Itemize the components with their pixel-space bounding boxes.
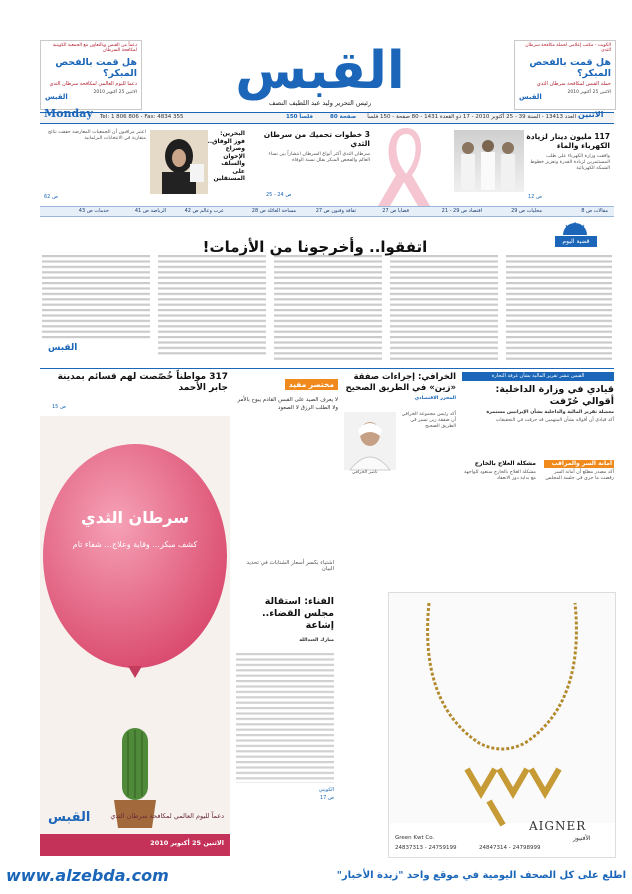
pink-ribbon-icon (366, 120, 446, 210)
index-item[interactable]: عرب وعالم ص 42 (184, 208, 224, 214)
editorial-label: قضية اليوم (555, 236, 597, 247)
ad-logo: القبس (48, 810, 91, 825)
divider (40, 368, 614, 369)
day-arabic: الاثنين (578, 110, 604, 119)
editorial-signature: القبس (48, 343, 78, 353)
editorial-text-columns (40, 255, 614, 365)
sidebar-column: اشتياء بكسر أسعار الشنابات في تحديد البيان الفناء: استقالة مجلس القضاء.. إشاعة مبارك العبدالله الكويتي ص 17 (236, 560, 334, 856)
ad-footer-line: دعماً لليوم العالمي لمكافحة سرطان الثدي (110, 812, 224, 820)
right-sub-stories (462, 460, 614, 580)
editorial-body (40, 255, 614, 365)
index-item[interactable]: مساحة العائلة ص 28 (251, 208, 296, 214)
price: 150 فلساً (286, 114, 313, 120)
index-item[interactable]: ثقافة وفنون ص 27 (315, 208, 356, 214)
top-story-electricity[interactable]: 117 مليون دينار لزيادة الكهرباء والماء وافقت وزارة الكهرباء على طلب المستثمرين لزيادة القدرة وتعزيز خطوط الشبكة الكهربائية ص 12 (452, 130, 612, 204)
editorial-headline[interactable]: اتفقوا.. وأخرجونا من الأزمات! (202, 238, 428, 256)
photo-bahrain-voter (150, 130, 208, 194)
ad-title: سرطان الثدي (81, 508, 189, 527)
page-count: 80 صفحة (330, 114, 357, 120)
publisher-line: رئيس التحرير وليد عبد اللطيف النصف (268, 99, 372, 107)
day-english: Monday (44, 107, 93, 120)
story-zain[interactable]: الخرافي: إجراءات صفقة «زين» في الطريق الصحيح المحرر الاقتصادي أكد رئيس مجموعة الخرافي أن صفقة زين تسير في الطريق الصحيح ناصر الخرافي (345, 372, 456, 475)
top-story-cancer[interactable]: 3 خطوات تحميك من سرطان الثدي سرطان الثدي أكثر أنواع السرطان انتشاراً بين نساء العالم والفحص المبكر يقلل نسبة الوفاة ص 24 - 25 (263, 130, 370, 198)
necklace-illustration (389, 593, 615, 823)
ad-date: الاثنين 25 أكتوبر 2010 (150, 839, 224, 847)
aigner-ad[interactable] (388, 592, 616, 858)
section-index-bar (40, 206, 614, 217)
balloon-cactus-illustration (40, 416, 230, 856)
portrait-icon (344, 412, 396, 470)
logo-text: القبس (235, 41, 405, 101)
mukhtasar-box: مختصر مفيد لا يعرف الصيد على القبس القادم يبوح بالأمر ولا الطلب الرزق لا الصعود (237, 380, 338, 411)
store-phone: 24837313 - 24759199 (395, 845, 457, 851)
index-item[interactable]: الرياضة ص 41 (134, 208, 166, 214)
sub-story[interactable]: مشكلة العلاج بالخارج مشكلة العلاج بالخارج ستعود للواجهة مع بداية دور الانعقاد (463, 460, 536, 482)
sub-story[interactable]: أمانة السر والمراقب أكد مصدر مطلع أن أمانة السر رفضت ما جرى في جلسة المجلس (545, 460, 614, 482)
ad-slogan: كشف مبكر... وقاية وعلاج... شفاء تام (72, 540, 198, 549)
footer-banner[interactable] (0, 862, 632, 894)
date-bar (40, 112, 614, 124)
people-photo-icon (454, 130, 524, 192)
aigner-brand: AIGNER (529, 819, 587, 833)
store-name: Green Kwt Co. (395, 835, 435, 841)
alqabas-logo (205, 38, 435, 101)
photo-kharafi (344, 412, 396, 470)
index-item[interactable]: خدمات ص 43 (78, 208, 109, 214)
sun-emblem-icon (560, 222, 590, 236)
index-item[interactable]: محليات ص 29 (511, 208, 542, 214)
top-story-bahrain[interactable]: البحرين: فوز الوفاق.. وصراع الإخوان والسلف على المستقلين اعتبر مراقبون أن الجمعيات المعارضة حققت نتائج متقاربة في الانتخابات البرلمانية ص 62 (44, 130, 245, 200)
voter-photo-icon (150, 130, 208, 194)
store-phones: 24847314 - 24798999 (479, 845, 541, 851)
index-item[interactable]: مقالات ص 8 (581, 208, 608, 214)
date-line: العدد 13413 - السنة 39 - 25 أكتوبر 2010 - 17 ذو القعدة 1431 - 80 صفحة - 150 فلساً (367, 114, 576, 120)
sidebar-headline[interactable]: الفناء: استقالة مجلس القضاء.. إشاعة (261, 596, 334, 632)
contacts: Tel: 1 806 806 - Fax: 4834 355 (100, 114, 184, 120)
sidebar-text-lines (236, 653, 334, 783)
index-item[interactable]: قضايا ص 27 (382, 208, 409, 214)
index-item[interactable]: اقتصاد ص 29 - 21 (441, 208, 482, 214)
story-jaber-city[interactable]: 317 مواطناً خُصّصت لهم قسائم بمدينة جابر الأحمد ص 15 (52, 372, 228, 410)
masthead-ad-left[interactable]: دعماً من القبس وبالتعاون مع الجمعية الكويتية لمكافحة السرطان هل قمت بالفحص المبكر؟ دعما لليوم العالمي لمكافحة سرطان الثدي الاثنين 25 أكتوبر 2010 القبس (40, 40, 142, 110)
breast-cancer-ad[interactable] (40, 416, 230, 856)
mall-name: الأفنيوز (573, 835, 591, 842)
site-url[interactable]: www.alzebda.com (6, 866, 169, 885)
masthead-ad-right[interactable]: الكويت - مكتب إعلامي لحملة مكافحة سرطان الثدي هل قمت بالفحص المبكر؟ حملة القبس لمكافحة سرطان الثدي الاثنين 25 أكتوبر 2010 القبس (514, 40, 616, 110)
photo-officials (454, 130, 524, 192)
story-interior[interactable]: القبس تنشر تقرير المالية بشأن غرفة التجارة قيادي في وزارة الداخلية: أقوالي حُرّفت معضلة تقرير المالية والداخلية بشأن الإيرانيين مستمرة أكد قيادي أن أقواله بشأن المتهمين قد حرفت في التحقيقات (462, 372, 614, 456)
footer-text: اطلع على كل الصحف اليومية في موقع واحد "زبدة الأخبار" (336, 870, 626, 881)
